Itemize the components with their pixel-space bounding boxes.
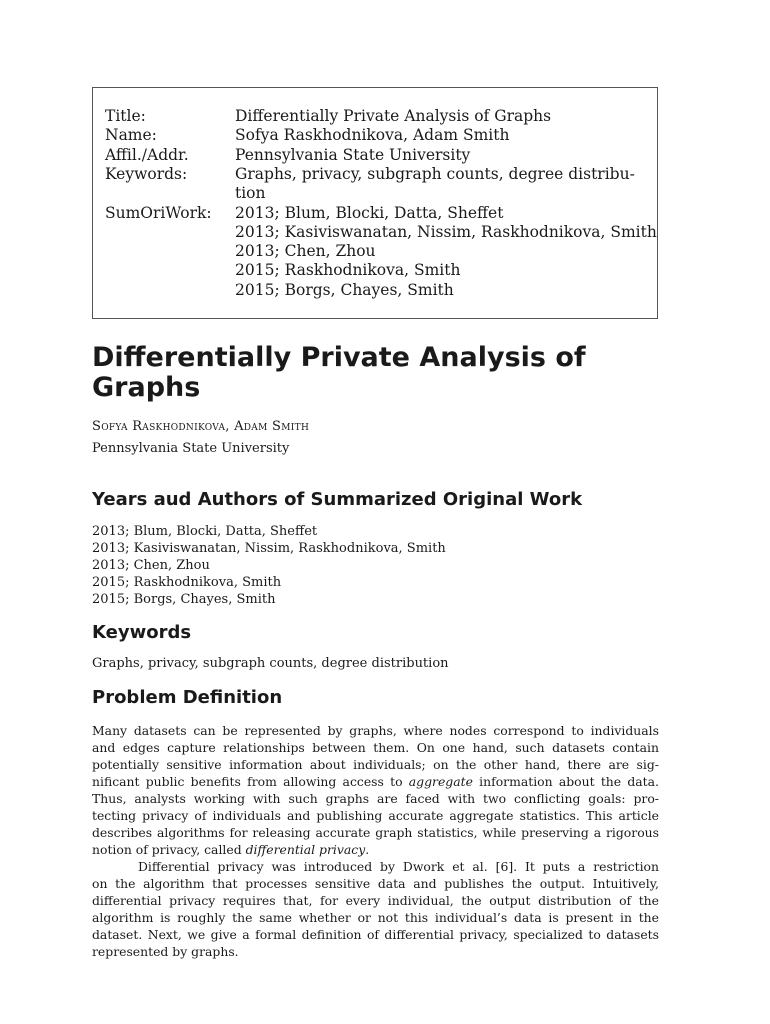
infobox-value-line: Graphs, privacy, subgraph counts, degree distribu- [235, 164, 635, 183]
infobox-value [235, 146, 660, 165]
infobox-value-line: Sofya Raskhodnikova, Adam Smith [235, 126, 510, 145]
infobox-value [235, 204, 660, 300]
infobox-value-line: Differentially Private Analysis of Graphs [235, 107, 552, 125]
paragraph-line: potentially sensitive information about individuals; on the other hand, there are sig- [92, 757, 659, 772]
original-work-item: 2013; Kasiviswanatan, Nissim, Raskhodnikova, Smith [92, 541, 446, 556]
infobox-value-line: 2013; Kasiviswanatan, Nissim, Raskhodnikova, Smith [235, 222, 657, 241]
infobox-value-line: 2013; Chen, Zhou [235, 242, 376, 261]
infobox-label: Keywords: [105, 164, 188, 183]
original-work-item: 2013; Chen, Zhou [92, 558, 210, 573]
paragraph-line: represented by graphs. [92, 944, 239, 959]
infobox-value [235, 165, 660, 204]
section-heading-keywords: Keywords [92, 622, 192, 643]
section-heading-problem-definition: Problem Definition [92, 687, 283, 708]
paragraph-line: dataset. Next, we give a formal definition of differential privacy, specialized to datasets [92, 927, 659, 942]
infobox-label: Title: [105, 107, 146, 125]
paragraph-line: differential privacy requires that, for every individual, the output distribution of the [92, 893, 659, 908]
original-work-item: 2013; Blum, Blocki, Datta, Sheffet [92, 524, 318, 539]
paragraph-line: notion of privacy, called differential privacy. [92, 842, 370, 857]
infobox-label: Name: [105, 126, 157, 145]
paragraph-line: algorithm is roughly the same whether or not this individual’s data is present in the [92, 910, 659, 925]
paper-title [92, 343, 692, 403]
paragraph-problem-definition-2 [92, 858, 659, 960]
paper-title-line: Graphs [92, 372, 201, 403]
paragraph-line: on the algorithm that processes sensitive data and publishes the output. Intuitively, [92, 876, 659, 891]
paragraph-line: Differential privacy was introduced by Dwork et al. [6]. It puts a restriction [138, 859, 659, 874]
paragraph-line: Many datasets can be represented by graphs, where nodes correspond to individuals [92, 723, 659, 738]
paragraph-line: tecting privacy of individuals and publishing accurate aggregate statistics. This article [92, 808, 659, 823]
infobox-value-line: tion [235, 184, 266, 203]
infobox-value [235, 126, 660, 145]
paper-title-line: Differentially Private Analysis of [92, 342, 586, 373]
paragraph-line: Thus, analysts working with such graphs are faced with two conflicting goals: pro- [92, 791, 659, 806]
infobox-label: Affil./Addr. [105, 145, 189, 164]
original-work-list [92, 523, 446, 608]
original-work-item: 2015; Borgs, Chayes, Smith [92, 592, 276, 607]
infobox-value-line: 2015; Raskhodnikova, Smith [235, 261, 461, 280]
paragraph-problem-definition-1 [92, 722, 659, 858]
keywords-text: Graphs, privacy, subgraph counts, degree distribution [92, 656, 449, 671]
author-names: Sofya Raskhodnikova, Adam Smith [92, 419, 310, 434]
original-work-item: 2015; Raskhodnikova, Smith [92, 575, 282, 590]
infobox-label: SumOriWork: [105, 203, 212, 222]
paragraph-line: describes algorithms for releasing accurate graph statistics, while preserving a rigorous [92, 825, 659, 840]
section-heading-original-work: Years aud Authors of Summarized Original Work [92, 489, 583, 510]
paragraph-line: and edges capture relationships between them. On one hand, such datasets contain [92, 740, 659, 755]
infobox-value-line: 2013; Blum, Blocki, Datta, Sheffet [235, 203, 504, 222]
infobox-value-line: Pennsylvania State University [235, 145, 471, 164]
infobox-value-line: 2015; Borgs, Chayes, Smith [235, 280, 454, 299]
summary-infobox [92, 87, 658, 319]
author-affiliation: Pennsylvania State University [92, 441, 290, 456]
infobox-value [235, 107, 660, 126]
paragraph-line: nificant public benefits from allowing access to aggregate information about the data. [92, 774, 659, 789]
